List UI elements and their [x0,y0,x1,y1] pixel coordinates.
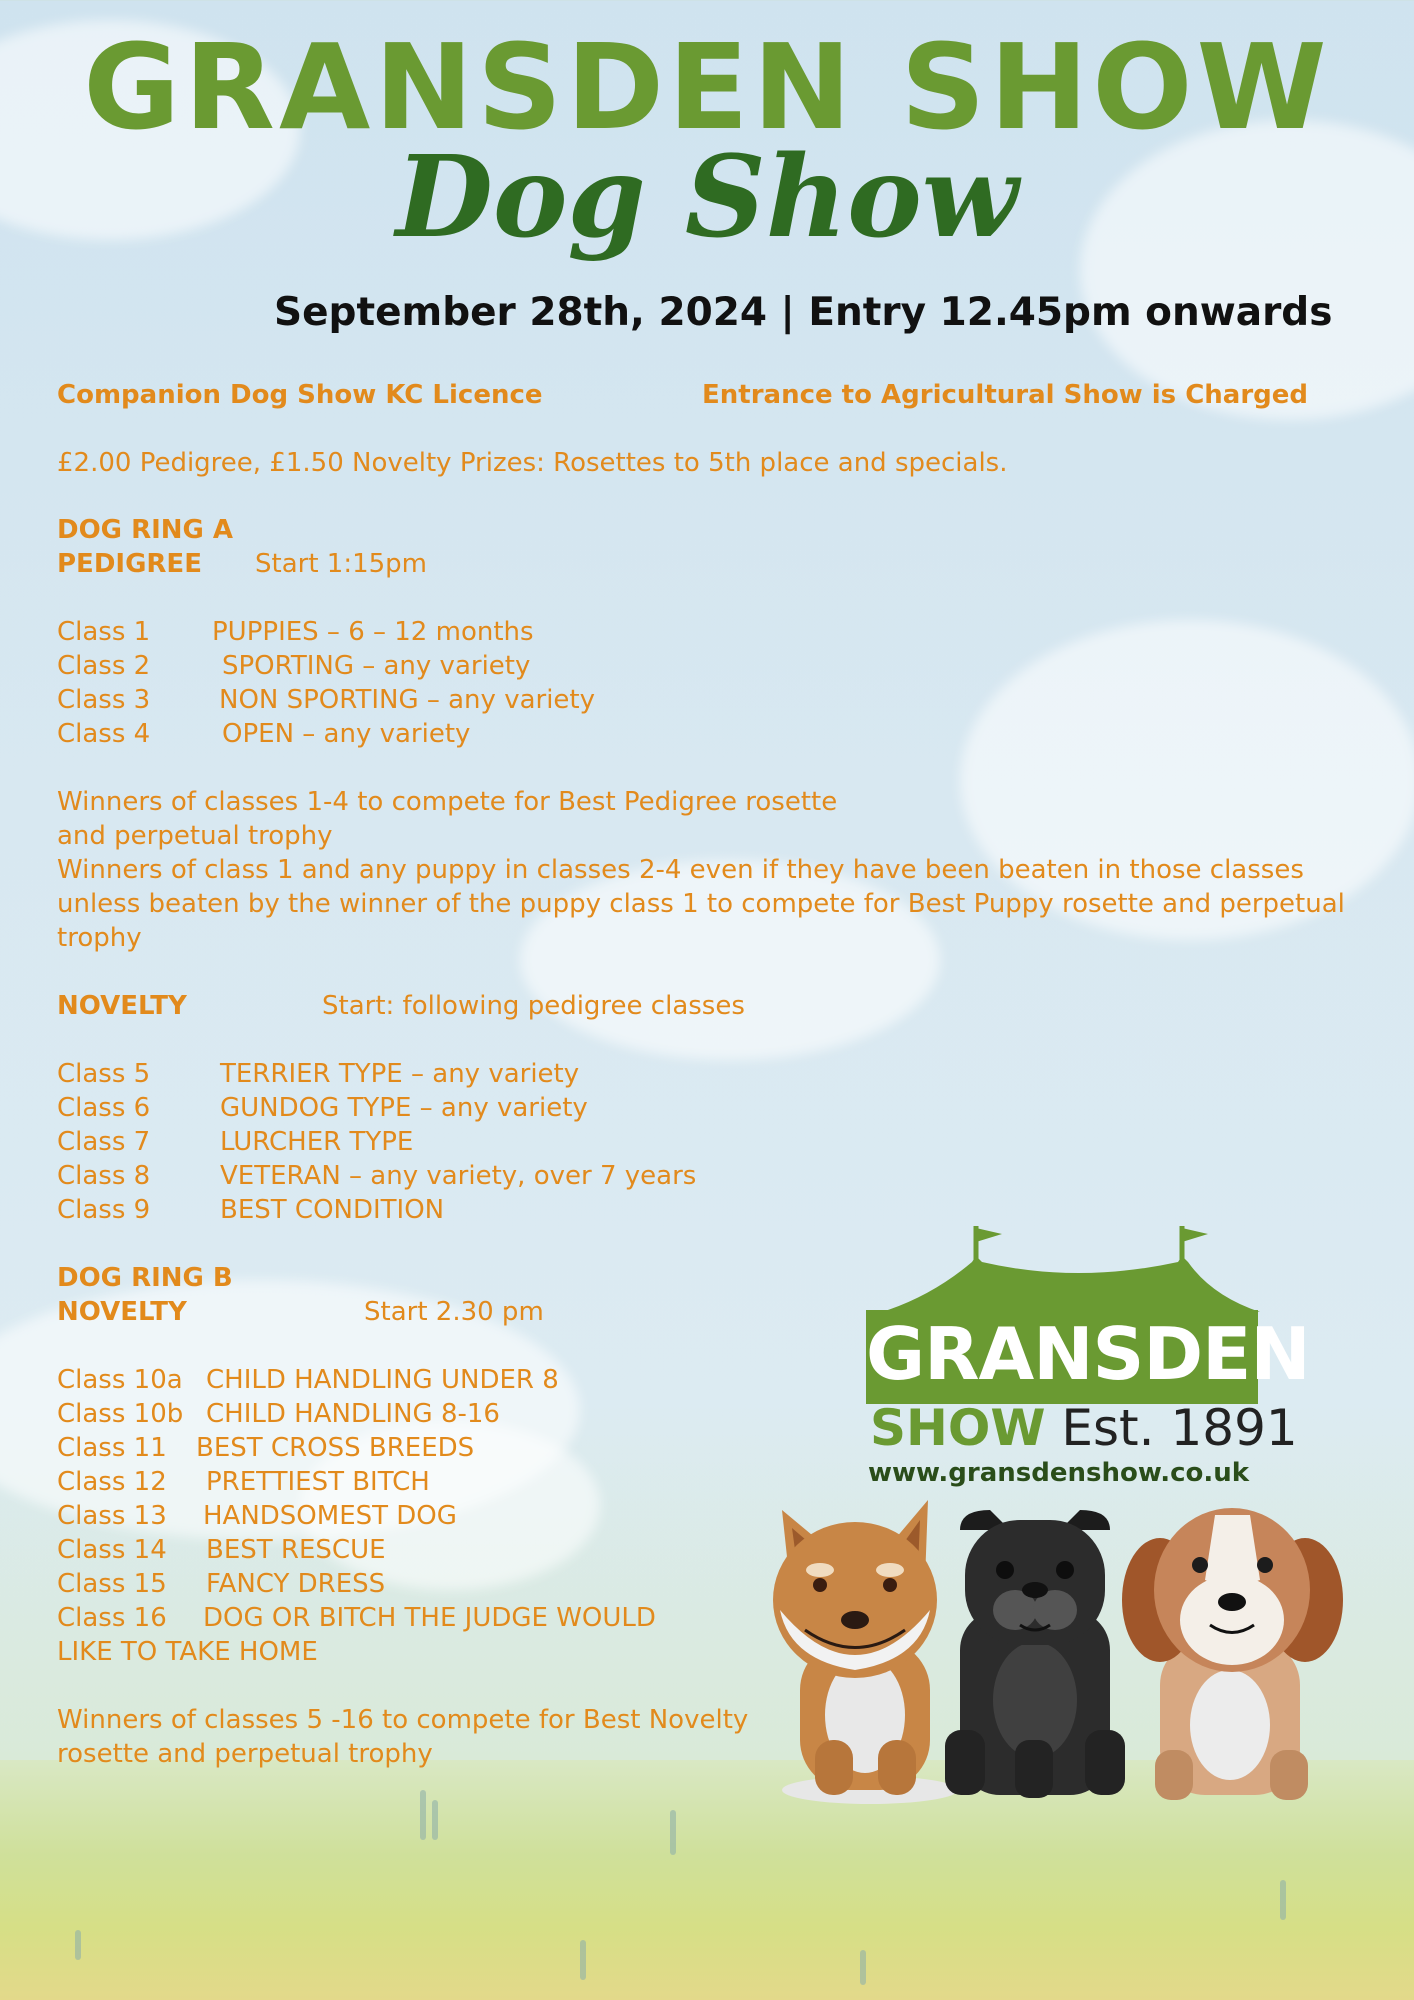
class-number: Class 7 [57,1127,151,1157]
class-row [57,1601,656,1635]
page-title: GRANSDEN SHOW [83,18,1331,156]
ring-a-heading: DOG RING A [57,515,234,545]
class-number: Class 1 [57,617,151,647]
pedigree-note: Winners of class 1 and any puppy in classes 2-4 even if they have been beaten in those classes [57,855,1304,885]
novelty-start: Start: following pedigree classes [322,991,745,1021]
class-number: Class 3 [57,685,151,715]
pedigree-note: and perpetual trophy [57,821,333,851]
class-desc: BEST CONDITION [220,1195,445,1225]
novelty-row [57,989,745,1023]
class-number: Class 11 [57,1433,167,1463]
grass-tuft [432,1800,438,1840]
class-desc: BEST CROSS BREEDS [196,1433,475,1463]
class-row [57,1465,430,1499]
class-number: Class 16 [57,1603,167,1633]
class-desc: OPEN – any variety [222,719,471,749]
shiba-dog-icon [773,1500,958,1804]
novelty-note: Winners of classes 5 -16 to compete for Best Novelty [57,1705,749,1735]
logo-name: GRANSDEN [866,1312,1310,1396]
prices-text: £2.00 Pedigree, £1.50 Novelty Prizes: Rosettes to 5th place and specials. [57,448,1008,478]
class-desc: CHILD HANDLING UNDER 8 [206,1365,559,1395]
class-row [57,649,530,683]
class-row [57,1125,413,1159]
pedigree-note: Winners of classes 1-4 to compete for Best Pedigree rosette [57,787,838,817]
class-desc: GUNDOG TYPE – any variety [220,1093,588,1123]
licence-text: Companion Dog Show KC Licence [57,380,543,410]
class-number: Class 14 [57,1535,167,1565]
grass-tuft [75,1930,81,1960]
class-desc: PUPPIES – 6 – 12 months [212,617,534,647]
date-line: September 28th, 2024 | Entry 12.45pm onwards [274,290,1333,335]
logo-show: SHOW [870,1399,1046,1457]
class-desc: NON SPORTING – any variety [219,685,595,715]
logo-est: Est. 1891 [1045,1399,1298,1457]
pedigree-note: unless beaten by the winner of the puppy class 1 to compete for Best Puppy rosette and perpetual [57,889,1345,919]
dogs-illustration [760,1490,1380,1810]
class-desc: SPORTING – any variety [222,651,531,681]
class-desc: PRETTIEST BITCH [206,1467,430,1497]
grass-tuft [670,1810,676,1855]
entrance-text: Entrance to Agricultural Show is Charged [702,380,1309,410]
pedigree-note: trophy [57,923,142,953]
class-desc-continued: LIKE TO TAKE HOME [57,1637,318,1667]
grass-tuft [420,1790,426,1840]
beagle-dog-icon [1122,1508,1343,1800]
class-row [57,1159,696,1193]
class-desc: LURCHER TYPE [220,1127,414,1157]
logo-url: www.gransdenshow.co.uk [868,1458,1250,1488]
class-row [57,1397,500,1431]
class-number: Class 15 [57,1569,167,1599]
pedigree-start: Start 1:15pm [255,549,427,579]
grass-tuft [860,1950,866,1985]
grass-tuft [1280,1880,1286,1920]
grass-tuft [580,1940,586,1980]
class-number: Class 10a [57,1365,183,1395]
class-row [57,1567,385,1601]
class-row [57,1363,559,1397]
pedigree-label: PEDIGREE [57,549,202,579]
novelty-label: NOVELTY [57,991,187,1021]
ring-b-heading: DOG RING B [57,1263,233,1293]
pedigree-row [57,547,427,581]
class-row [57,1431,474,1465]
class-row [57,1193,444,1227]
class-desc: TERRIER TYPE – any variety [220,1059,580,1089]
class-desc: FANCY DRESS [206,1569,386,1599]
class-row [57,683,595,717]
class-row [57,717,470,751]
class-row [57,1499,457,1533]
class-number: Class 9 [57,1195,151,1225]
class-number: Class 2 [57,651,151,681]
class-row [57,615,534,649]
class-number: Class 12 [57,1467,167,1497]
class-row [57,1533,386,1567]
pug-dog-icon [945,1510,1125,1798]
class-number: Class 10b [57,1399,184,1429]
class-desc: DOG OR BITCH THE JUDGE WOULD [203,1603,656,1633]
class-number: Class 13 [57,1501,167,1531]
novelty-start: Start 2.30 pm [364,1297,544,1327]
class-number: Class 5 [57,1059,151,1089]
class-desc: CHILD HANDLING 8-16 [206,1399,500,1429]
novelty-label: NOVELTY [57,1297,187,1327]
page-subtitle: Dog Show [395,132,1019,263]
ring-b-novelty-row [57,1295,544,1329]
class-row [57,1057,579,1091]
class-number: Class 8 [57,1161,151,1191]
class-desc: BEST RESCUE [206,1535,386,1565]
class-row [57,1091,588,1125]
class-number: Class 4 [57,719,151,749]
novelty-note: rosette and perpetual trophy [57,1739,433,1769]
class-number: Class 6 [57,1093,151,1123]
logo-established [870,1398,1298,1458]
class-desc: HANDSOMEST DOG [203,1501,457,1531]
class-desc: VETERAN – any variety, over 7 years [220,1161,697,1191]
